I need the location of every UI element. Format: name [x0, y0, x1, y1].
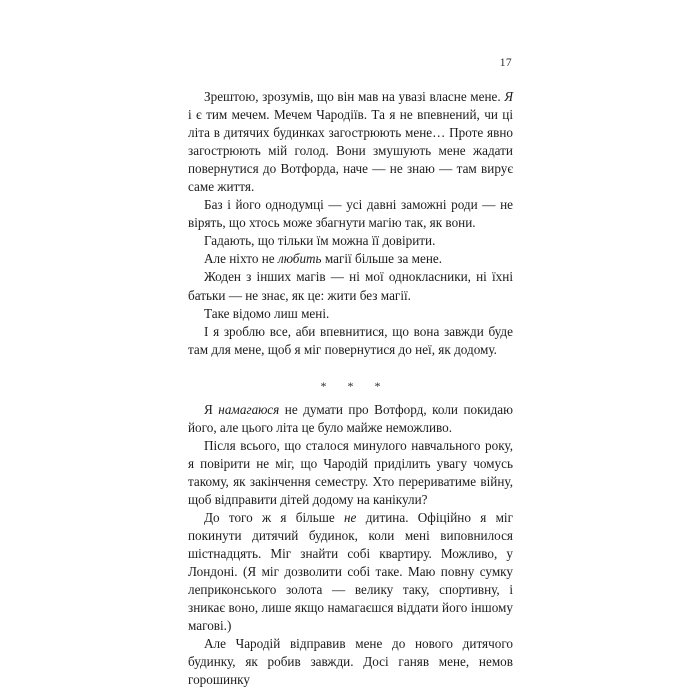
paragraph	[188, 509, 513, 635]
text-run: Баз і його однодумці — усі давні заможні роди — не вірять, що хтось може збагнути магію так, як вони.	[188, 197, 513, 231]
emphasis-text: Я	[504, 89, 513, 104]
text-run: магії більше за мене.	[321, 251, 443, 267]
text-run: Після всього, що сталося минулого навчального року, я повірити не міг, що Чародій приділить увагу чомусь такому, як закінчення семестру. Хто перериватиме війну, щоб відправити дітей додому на канікули?	[188, 437, 513, 507]
text-run: Зрештою, зрозумів, що він мав на увазі власне мене.	[204, 89, 505, 104]
emphasis-text: не	[344, 510, 357, 526]
text-run: До того ж я більше	[204, 510, 345, 526]
paragraph	[188, 635, 513, 689]
paragraph	[188, 88, 513, 196]
paragraph	[188, 323, 513, 359]
emphasis-text: намагаюся	[218, 401, 280, 417]
paragraph	[188, 437, 513, 509]
emphasis-text: любить	[277, 251, 322, 267]
paragraph	[188, 232, 513, 250]
paragraph	[188, 305, 513, 323]
paragraph	[188, 196, 513, 232]
text-run: Я	[204, 401, 219, 417]
text-run: Жоден з інших магів — ні мої однокласники, ні їхні батьки — не знає, як це: жити без магії.	[188, 269, 513, 303]
text-run: не думати про Вотфорд, коли покидаю його, але цього літа це було майже неможливо.	[188, 401, 513, 435]
body-text-block	[188, 88, 513, 690]
text-run: Гадають, що тільки їм можна її довірити.	[204, 233, 436, 249]
page-number: 17	[499, 57, 512, 69]
text-run: Але ніхто не	[204, 251, 278, 267]
text-run: дитина. Офіційно я міг покинути дитячий будинок, коли мені виповнилося шістнадцять. Міг знайти собі квартиру. Можливо, у Лондоні. (Я міг дозволити собі таке. Маю повну сумку леприконського золота — велику таку, спортивну, і зникає воно, лише якщо намагаєшся віддати його іншому магові.)	[188, 510, 513, 634]
paragraph	[188, 250, 513, 268]
text-run: Таке відомо лиш мені.	[204, 305, 330, 321]
text-run: Але Чародій відправив мене до нового дитячого будинку, як робив завжди. Досі ганяв мене, немов горошинку	[188, 636, 513, 688]
text-run: І я зроблю все, аби впевнитися, що вона завжди буде там для мене, щоб я міг повернутися до неї, як додому.	[188, 323, 513, 357]
text-run: і є тим мечем. Мечем Чародіїв. Та я не впевнений, чи ці літа в дитячих будинках загострюють мене… Проте явно загострюють мій голод. Вони змушують мене жадати повернутися до Вотфорда, наче — не знаю — там вирує саме життя.	[188, 107, 513, 195]
paragraph	[188, 268, 513, 304]
scene-break-divider: * * *	[320, 378, 390, 393]
paragraph	[188, 401, 513, 437]
